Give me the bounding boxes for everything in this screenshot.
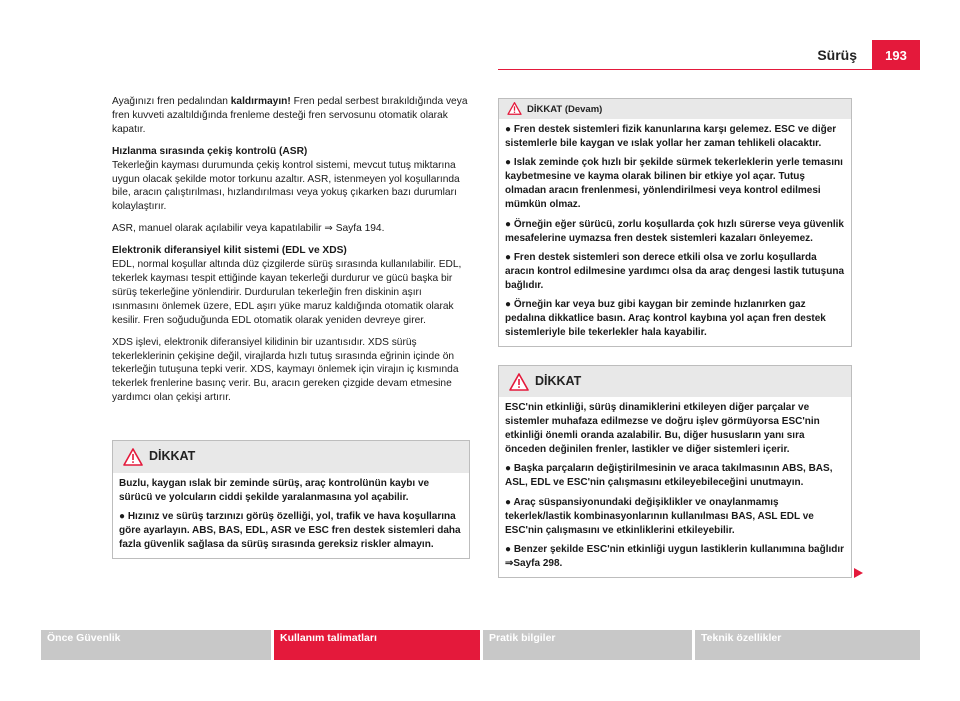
warning-triangle-icon <box>507 102 522 115</box>
footer-tab-practical[interactable]: Pratik bilgiler <box>483 630 692 660</box>
footer-tab-technical[interactable]: Teknik özellikler <box>695 630 920 660</box>
warning-title: DİKKAT <box>535 374 582 388</box>
intro-bold: kaldırmayın! <box>230 96 291 107</box>
warning-header <box>499 99 851 119</box>
warning-header <box>113 441 469 473</box>
left-column <box>112 95 468 413</box>
asr-link-paragraph: ASR, manuel olarak açılabilir veya kapatılabilir ⇒ Sayfa 194. <box>112 223 385 235</box>
warning-title: DİKKAT (Devam) <box>527 104 603 115</box>
warning-bullet: ● Hızınız ve sürüş tarzınızı görüş özelliği, yol, trafik ve hava koşullarına göre ayarlayın. ABS, BAS, EDL, ASR ve ESC fren destek sistemleri daha fazla güvenlik sağlasa da sürüş sırasında gereksiz riskler almayın. <box>119 511 461 551</box>
warning-bullet: ● Fren destek sistemleri fizik kanunlarına karşı gelemez. ESC ve diğer sistemlerle bile kaygan ve ıslak yollar her zaman tehlikeli olacaktır. <box>505 124 837 150</box>
page-header-title: Sürüş <box>817 47 857 63</box>
edl-paragraph: EDL, normal koşullar altında düz çizgilerde sürüş sırasında kullanılabilir. EDL, tekerlek kayması tespit ettiğinde kayan tekerleği durdurur ve gücü başka bir sürüş tekerleğine yönlendirir. Durdurulan tekerleğin fren diskinin aşırı ısınmasını önlemek üzere, EDL aşırı yüke maruz kaldığında otomatik olarak kesilir. Fren soğuduğunda EDL otomatik olarak yeniden devreye girer. <box>112 259 462 326</box>
warning-body <box>499 397 851 577</box>
continue-arrow-icon <box>854 568 863 578</box>
warning-box-right <box>498 365 852 578</box>
xds-paragraph: XDS işlevi, elektronik diferansiyel kilidinin bir uzantısıdır. XDS sürüş tekerleklerinin çekişine değil, virajlarda hızlı tutuş sırasında eğrinin içinde ön tekerleğin tutuşuna tepki verir. XDS, kaymayı önlemek için virajın iç kısmında tekerlek frenlerine basınç verir. Bu, aracın gereken çizgide devam etmesine yardımcı olan çekişi artırır. <box>112 336 459 404</box>
warning-body <box>113 473 469 558</box>
warning-bullet: ● Islak zeminde çok hızlı bir şekilde sürmek tekerleklerin yerle temasını kaybetmesine ve kayma olarak bilinen bir etkiye yol açar. Tutuş olmadan aracın frenlenmesi, yönlendirilmesi veya kontrol edilmesi mümkün olmaz. <box>505 157 843 211</box>
warning-title: DİKKAT <box>149 449 196 463</box>
warning-bullet: ● Araç süspansiyonundaki değişiklikler ve onaylanmamış tekerlek/lastik kombinasyonlarının kullanılması BAS, ASL EDL ve ESC'nin çalışmasını ve etkinliklerini etkileyebilir. <box>505 496 814 536</box>
warning-bullet: ● Örneğin kar veya buz gibi kaygan bir zeminde hızlanırken gaz pedalına dikkatlice basın. Araç kontrol kaybına yol açan fren destek sistemleriyle bile tekerlekler hala kayabilir. <box>505 299 826 339</box>
page-number: 193 <box>872 40 920 70</box>
edl-heading: Elektronik diferansiyel kilit sistemi (EDL ve XDS) <box>112 245 347 257</box>
asr-paragraph: Tekerleğin kayması durumunda çekiş kontrol sistemi, mevcut tutuş miktarına uygun olacak şekilde motor torkunu azaltır. ASR, istenmeyen yol koşullarında bile, aracın çalıştırılması, hızlandırılması veya yokuş çıkarken bazı durumları kolaylaştırır. <box>112 159 460 213</box>
footer-tab-operation[interactable]: Kullanım talimatları <box>274 630 480 660</box>
warning-paragraph: Buzlu, kaygan ıslak bir zeminde sürüş, araç kontrolünün kaybı ve sürücü ve yolcuların ciddi şekilde yaralanmasına yol açabilir. <box>119 478 430 504</box>
warning-triangle-icon <box>509 373 529 391</box>
warning-bullet: ● Örneğin eğer sürücü, zorlu koşullarda çok hızlı sürerse veya güvenlik mesafelerine uymazsa fren destek sistemleri kazaları önleyemez. <box>505 218 844 244</box>
warning-body <box>499 119 851 346</box>
header-rule <box>498 69 920 70</box>
footer-tab-safety[interactable]: Önce Güvenlik <box>41 630 271 660</box>
warning-bullet: ● Benzer şekilde ESC'nin etkinliği uygun lastiklerin kullanımına bağlıdır ⇒Sayfa 298. <box>505 543 845 569</box>
warning-box-continued <box>498 98 852 347</box>
asr-heading: Hızlanma sırasında çekiş kontrolü (ASR) <box>112 145 308 157</box>
warning-paragraph: ESC'nin etkinliği, sürüş dinamiklerini etkileyen diğer parçalar ve sistemler muhafaza edilmezse ve doğru işlev görmüyorsa ESC'nin etkinliği önemli oranda azalabilir. Bu, diğer hususların yanı sıra önceden değinilen frenler, lastikler ve diğer sistemleri içerir. <box>505 402 820 456</box>
warning-box-left <box>112 440 470 559</box>
warning-header <box>499 366 851 397</box>
intro-text: Ayağınızı fren pedalından <box>112 96 231 107</box>
warning-triangle-icon <box>123 448 143 466</box>
intro-paragraph <box>112 95 468 137</box>
warning-bullet: ● Fren destek sistemleri son derece etkili olsa ve zorlu koşullarda aracın kontrol edilmesine yardımcı olsa da araç dengesi lastik tutuşuna bağlıdır. <box>505 251 845 291</box>
warning-bullet: ● Başka parçaların değiştirilmesinin ve araca takılmasının ABS, BAS, ASL, EDL ve ESC'nin çalışmasını etkileyebileceğini unutmayın. <box>505 463 833 489</box>
intro-text-end: Fren pedal serbest bırakıldığında veya fren kuvveti azaltıldığında frenleme desteği fren servosunu otomatik olarak kapatır. <box>112 96 468 135</box>
